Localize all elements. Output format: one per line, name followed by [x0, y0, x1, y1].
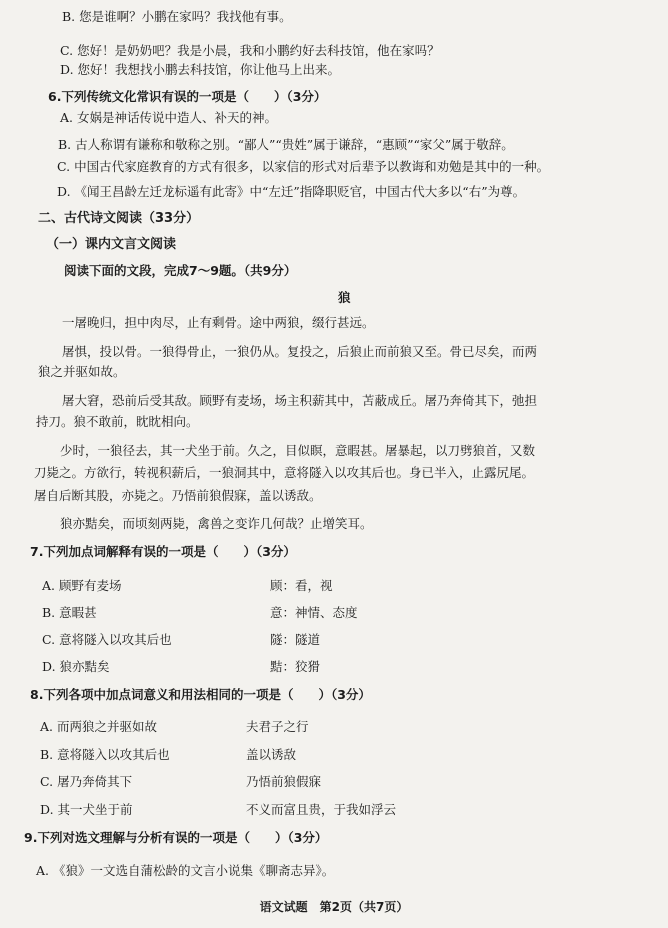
- q8-option-a-pair: 夫君子之行: [246, 719, 309, 734]
- q8-option-b-pair: 盖以诱敌: [246, 747, 297, 762]
- passage-line: 屠大窘，恐前后受其敌。顾野有麦场，场主积薪其中，苫蔽成丘。屠乃奔倚其下，弛担: [62, 393, 538, 408]
- q6-option-c: C. 中国古代家庭教育的方式有很多，以家信的形式对后辈予以教诲和劝勉是其中的一种。: [57, 159, 550, 174]
- q8-option-c-pair: 乃悟前狼假寐: [246, 774, 322, 789]
- passage-line: 屠惧，投以骨。一狼得骨止，一狼仍从。复投之，后狼止而前狼又至。骨已尽矣，而两: [62, 344, 538, 359]
- page-footer: 语文试题 第2页（共7页）: [259, 900, 409, 914]
- q7-option-a-gloss: 顾：看，视: [270, 578, 333, 593]
- q6-option-d: D. 《闻王昌龄左迁龙标遥有此寄》中“左迁”指降职贬官，中国古代大多以“右”为尊。: [57, 184, 526, 199]
- q7-option-c-gloss: 隧：隧道: [270, 632, 321, 647]
- q6-stem: 6.下列传统文化常识有误的一项是（ ）（3分）: [48, 89, 327, 104]
- q9-stem: 9.下列对选文理解与分析有误的一项是（ ）（3分）: [24, 830, 328, 845]
- q7-stem: 7.下列加点词解释有误的一项是（ ）（3分）: [30, 544, 296, 559]
- q7-option-d: D. 狼亦黠矣: [42, 659, 110, 674]
- q7-option-d-gloss: 黠：狡猾: [270, 659, 321, 674]
- subsection-heading: （一）课内文言文阅读: [46, 237, 177, 252]
- q8-option-d: D. 其一犬坐于前: [40, 802, 133, 817]
- passage-line: 一屠晚归，担中肉尽，止有剩骨。途中两狼，缀行甚远。: [62, 315, 375, 330]
- q6-option-b: B. 古人称谓有谦称和敬称之别。“鄙人”“贵姓”属于谦辞，“惠顾”“家父”属于敬辞。: [58, 137, 514, 152]
- q8-option-a: A. 而两狼之并驱如故: [40, 719, 157, 734]
- passage-line: 狼之并驱如故。: [38, 364, 126, 379]
- q8-option-c: C. 屠乃奔倚其下: [40, 774, 133, 789]
- passage-line: 持刀。狼不敢前，眈眈相向。: [36, 414, 199, 429]
- section-heading: 二、古代诗文阅读（33分）: [38, 211, 200, 226]
- passage-line: 狼亦黠矣，而顷刻两毙，禽兽之变诈几何哉？止增笑耳。: [60, 516, 373, 531]
- q5-option-b: B. 您是谁啊？小鹏在家吗？我找他有事。: [62, 9, 292, 24]
- q7-option-b: B. 意暇甚: [42, 605, 97, 620]
- reading-instruction: 阅读下面的文段，完成7～9题。（共9分）: [64, 263, 297, 278]
- q8-stem: 8.下列各项中加点词意义和用法相同的一项是（ ）（3分）: [30, 687, 371, 702]
- q7-option-a: A. 顾野有麦场: [42, 578, 122, 593]
- q7-option-c: C. 意将隧入以攻其后也: [42, 632, 172, 647]
- passage-line: 少时，一狼径去，其一犬坐于前。久之，目似瞑，意暇甚。屠暴起，以刀劈狼首，又数: [60, 443, 536, 458]
- q5-option-d: D. 您好！我想找小鹏去科技馆，你让他马上出来。: [60, 62, 341, 77]
- q9-option-a: A. 《狼》一文选自蒲松龄的文言小说集《聊斋志异》。: [36, 863, 335, 878]
- q6-option-a: A. 女娲是神话传说中造人、补天的神。: [60, 110, 277, 125]
- q5-option-c: C. 您好！是奶奶吧？我是小晨，我和小鹏约好去科技馆，他在家吗？: [60, 43, 440, 58]
- q7-option-b-gloss: 意：神情、态度: [270, 605, 358, 620]
- passage-line: 刀毙之。方欲行，转视积薪后，一狼洞其中，意将隧入以攻其后也。身已半入，止露尻尾。: [34, 465, 535, 480]
- passage-title: 狼: [338, 290, 351, 305]
- passage-line: 屠自后断其股，亦毙之。乃悟前狼假寐，盖以诱敌。: [34, 488, 322, 503]
- q8-option-d-pair: 不义而富且贵，于我如浮云: [246, 802, 397, 817]
- q8-option-b: B. 意将隧入以攻其后也: [40, 747, 170, 762]
